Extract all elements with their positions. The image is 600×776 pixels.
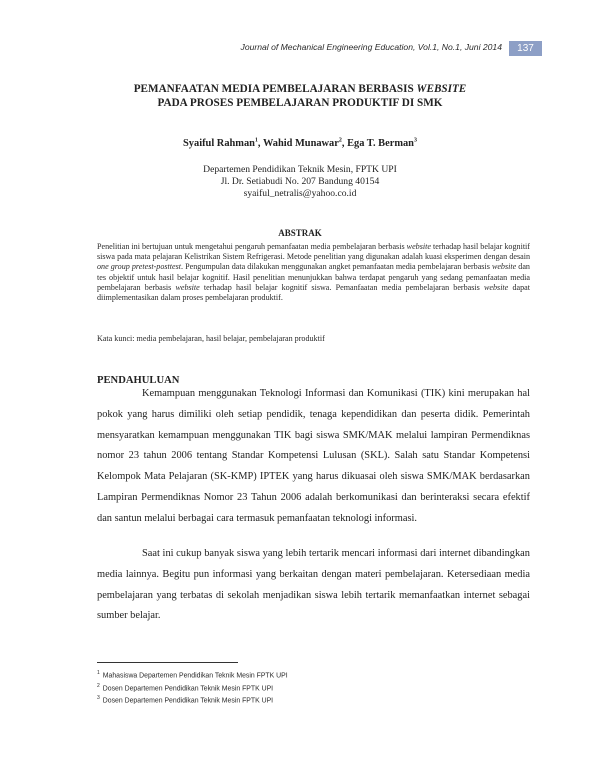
abstract-italic-term: website — [491, 262, 517, 272]
abstract-italic-term: website — [484, 282, 509, 292]
footnote: $^2$ Dosen Departemen Pendidikan Teknik Mesin FPTK UPI — [97, 683, 274, 693]
abstract-italic-term: website — [406, 242, 431, 251]
abstract-text: . Pengumpulan data dilakukan menggunakan angket pemanfaatan media pembelajaran berbasis — [181, 262, 492, 272]
title-italic-word: WEBSITE — [416, 83, 467, 95]
author-list — [60, 138, 540, 149]
abstract-heading: ABSTRAK — [278, 228, 322, 238]
affiliation-address: Jl. Dr. Setiabudi No. 207 Bandung 40154 — [220, 176, 380, 187]
title-line-2: PADA PROSES PEMBELAJARAN PRODUKTIF DI SMK — [157, 97, 443, 109]
footnote-divider — [97, 662, 238, 663]
abstract-text: terhadap hasil belajar kognitif siswa. Pemanfaatan media pembelajaran berbasis — [199, 282, 484, 292]
body-paragraph-1: Kemampuan menggunakan Teknologi Informasi dan Komunikasi (TIK) kini merupakan hal pokok yang harus dimiliki oleh setiap pendidik, tenaga kependidikan dan peserta didik. Pemerintah mensyaratkan kemampuan menggunakan TIK bagi siswa SMK/MAK melalui lampiran Permendiknas nomor 23 tahun 2006 tentang Standar Kompetensi Lulusan (SKL). Salah satu Standar Kompetensi Kelompok Mata Pelajaran (SK-KMP) IPTEK yang harus dikuasai oleh siswa SMK/MAK berdasarkan Lampiran Permendiknas Nomor 23 Tahun 2006 adalah berkomunikasi dan berinteraksi secara efektif dan santun melalui berbagai cara termasuk pemanfaatan teknologi informasi. — [97, 388, 530, 524]
abstract-text: Penelitian ini bertujuan untuk mengetahui pengaruh pemanfaatan media pembelajaran berbasis — [97, 242, 407, 251]
affiliation-department: Departemen Pendidikan Teknik Mesin, FPTK UPI — [203, 164, 397, 175]
author: Syaiful Rahman$^1$, — [183, 138, 263, 150]
page-number-badge: 137 — [509, 41, 542, 56]
abstract-italic-term: one group pretest-posttest — [97, 262, 182, 272]
abstract-italic-term: website — [175, 282, 200, 292]
abstract-body — [97, 242, 530, 303]
running-header — [0, 41, 600, 57]
footnote: $^1$ Mahasiswa Departemen Pendidikan Teknik Mesin FPTK UPI — [97, 670, 288, 680]
title-line-1: PEMANFAATAN MEDIA PEMBELAJARAN BERBASIS WEBSITE — [133, 83, 467, 95]
body-paragraph-2: Saat ini cukup banyak siswa yang lebih tertarik mencari informasi dari internet dibandingkan media lainnya. Begitu pun informasi yang berkaitan dengan materi pembelajaran. Ketersediaan media pembelajaran yang terbatas di sekolah menjadikan siswa lebih tertarik memanfaatkan internet sebagai sumber belajar. — [97, 548, 530, 622]
paper-title — [60, 82, 540, 110]
journal-citation: Journal of Mechanical Engineering Education, Vol.1, No.1, Juni 2014 — [240, 42, 502, 52]
author-email: syaiful_netralis@yahoo.co.id — [243, 188, 357, 199]
footnote: $^3$ Dosen Departemen Pendidikan Teknik Mesin FPTK UPI — [97, 695, 274, 705]
abstract-text: dan tes objektif untuk hasil belajar kognitif. Hasil penelitian menunjukkan bahwa terdapat pengaruh yang sedang pemanfaatan media pembelajaran berbasis — [97, 262, 530, 292]
section-heading: PENDAHULUAN — [97, 375, 180, 386]
author: Ega T. Berman$^3$ — [347, 138, 417, 150]
affiliation — [60, 164, 540, 200]
keywords: Kata kunci: media pembelajaran, hasil belajar, pembelajaran produktif — [97, 334, 325, 343]
abstract-text: terhadap hasil belajar kognitif siswa pada mata pelajaran Kelistrikan Sistem Refrigerasi. Metode penelitian yang digunakan adalah kuasi eksperimen dengan desain — [97, 242, 531, 262]
abstract-text: dapat diimplementasikan dalam proses pembelajaran produktif. — [97, 282, 530, 303]
author: Wahid Munawar$^2$, — [262, 138, 348, 150]
